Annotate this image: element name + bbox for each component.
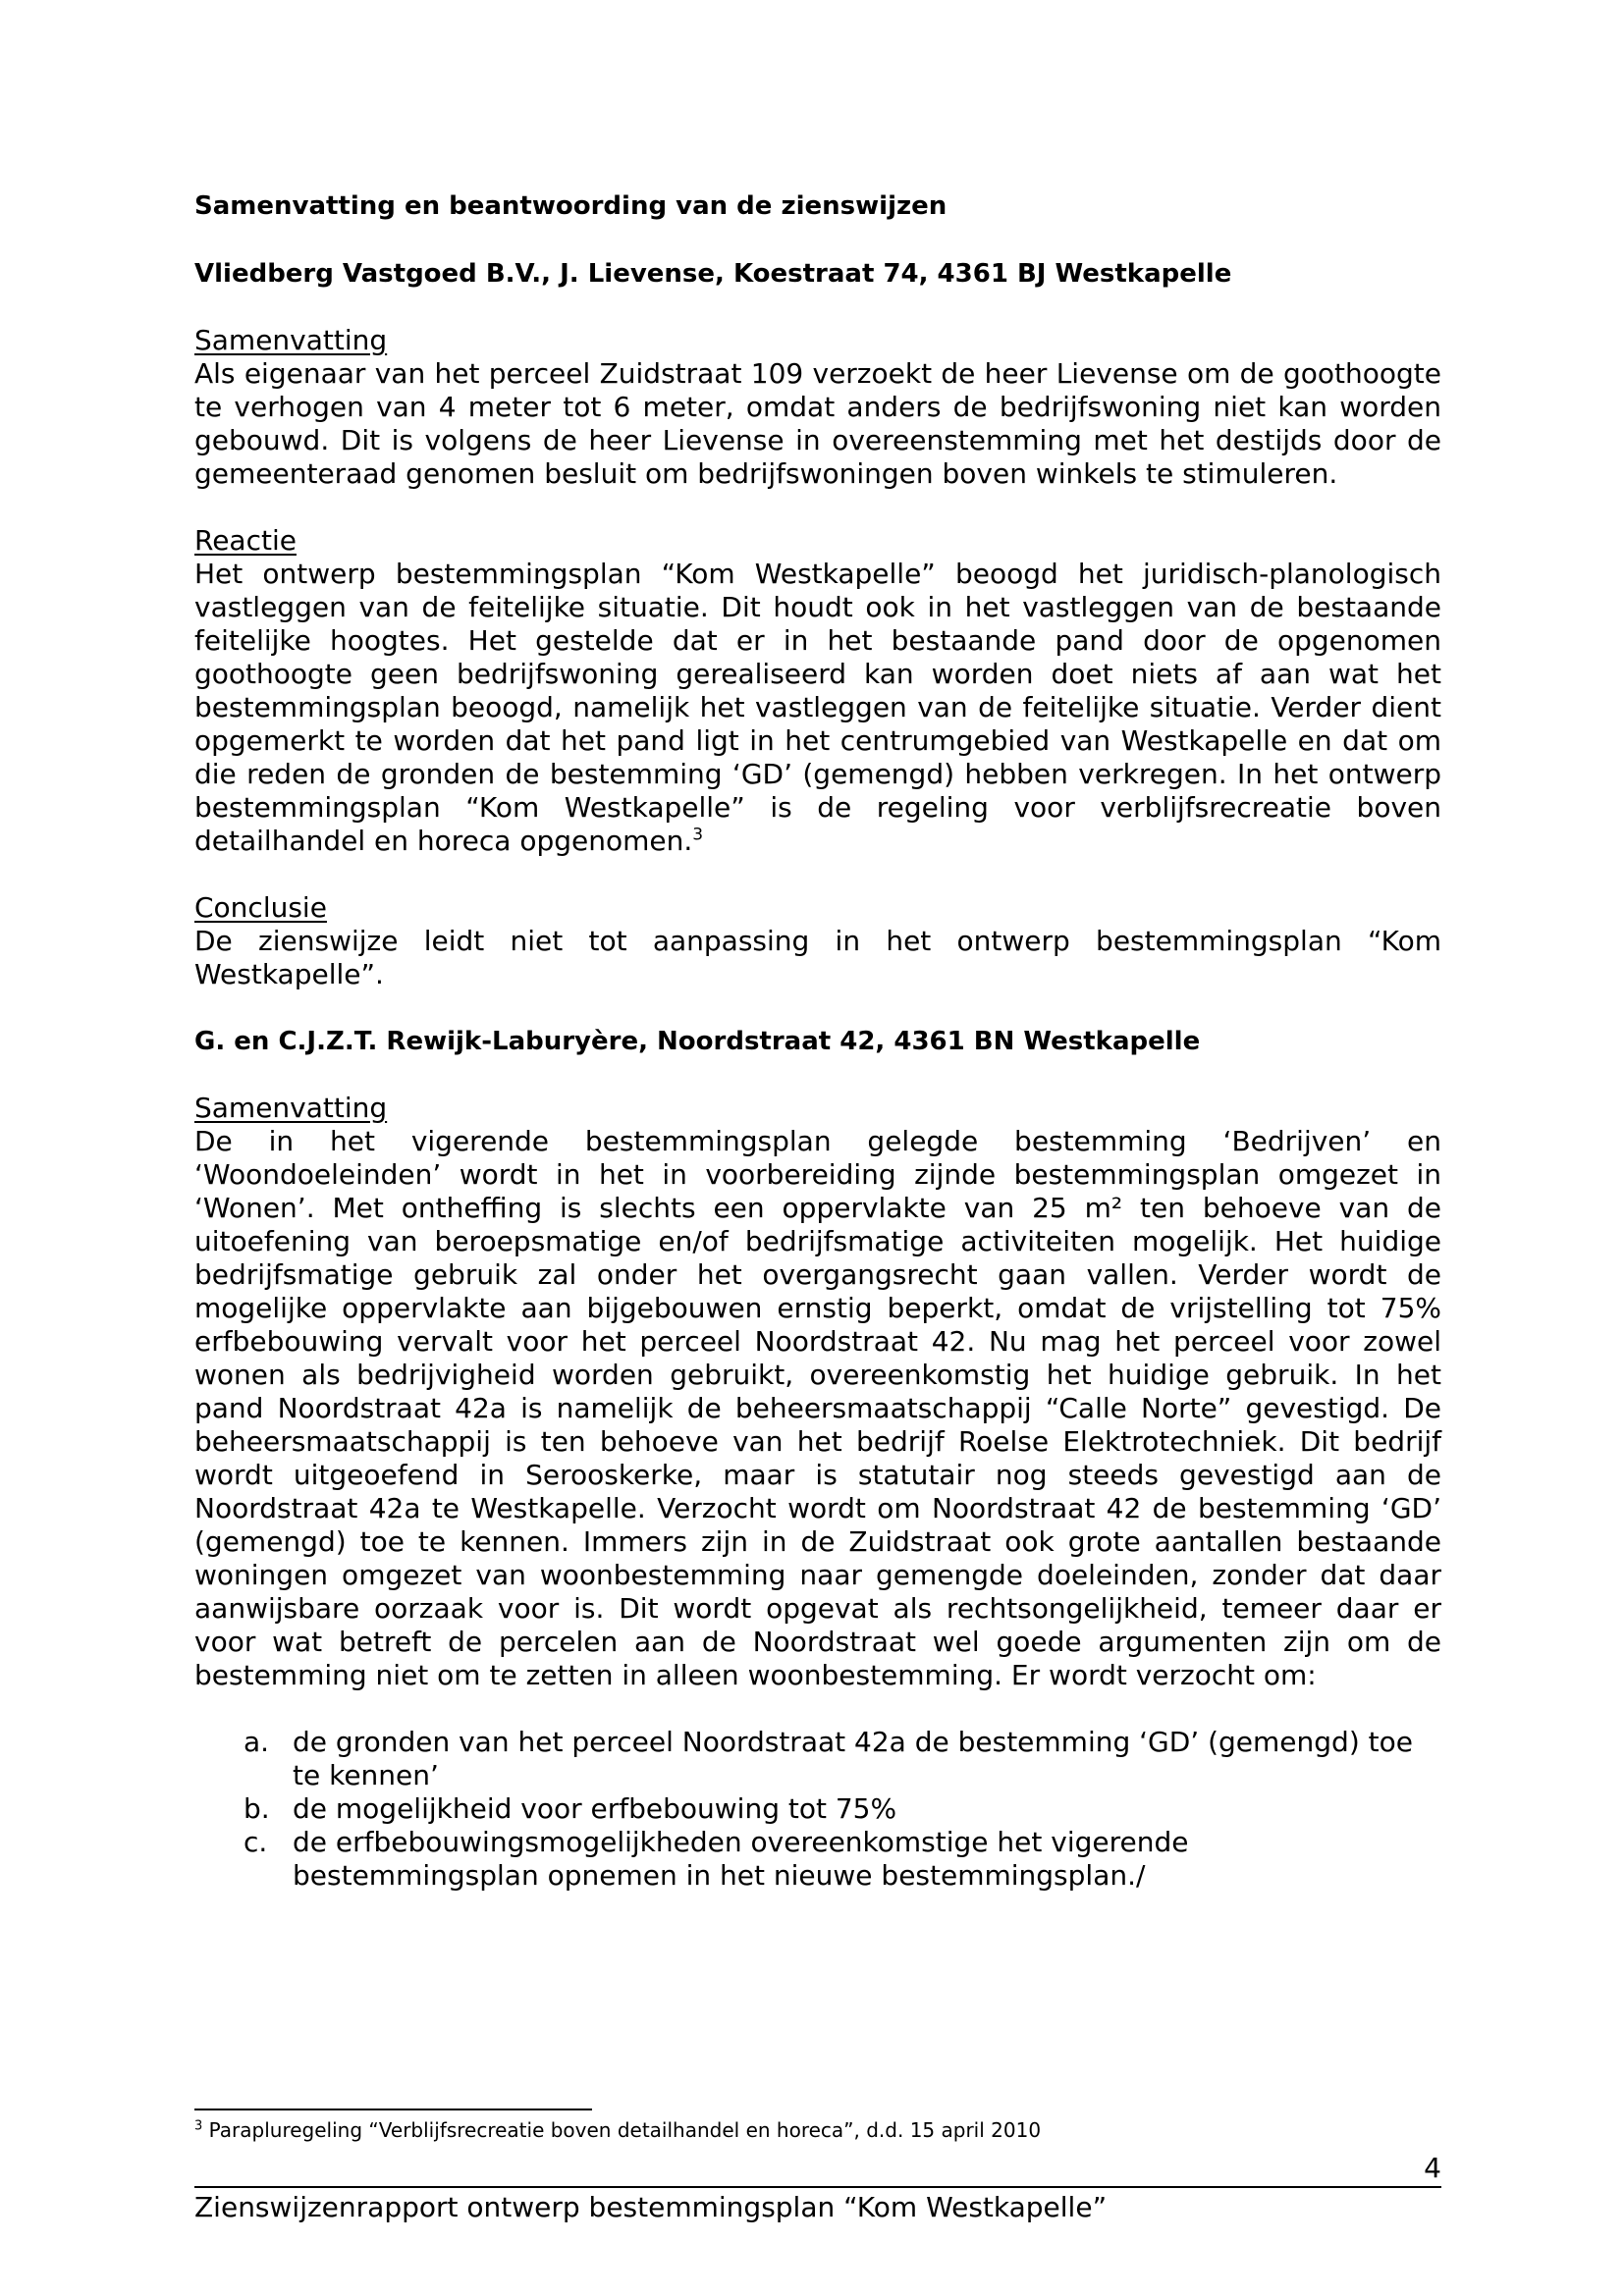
list-item-text: de mogelijkheid voor erfbebouwing tot 75% — [293, 1792, 897, 1825]
text-line: wonen als bedrijvigheid worden gebruikt, overeenkomstig het huidige gebruik. In het — [194, 1359, 1441, 1391]
footnote-number: 3 — [194, 2118, 203, 2134]
list-item — [194, 1726, 1441, 1792]
text-line: bestemming niet om te zetten in alleen woonbestemming. Er wordt verzocht om: — [194, 1659, 1317, 1691]
text-line: beheersmaatschappij is ten behoeve van het bedrijf Roelse Elektrotechniek. Dit bedrijf — [194, 1425, 1441, 1458]
text-line: aanwijsbare oorzaak voor is. Dit wordt opgevat als rechtsongelijkheid, temeer daar er — [194, 1592, 1441, 1625]
text-line — [194, 825, 1441, 858]
list-marker: a. — [244, 1726, 270, 1758]
page-number: 4 — [1424, 2152, 1441, 2184]
text-line-content: detailhandel en horeca opgenomen. — [194, 825, 693, 857]
text-line: pand Noordstraat 42a is namelijk de beheersmaatschappij “Calle Norte” gevestigd. De — [194, 1392, 1441, 1424]
text-line: die reden de gronden de bestemming ‘GD’ (gemengd) hebben verkregen. In het ontwerp — [194, 758, 1441, 790]
conclusie-paragraph — [194, 925, 1441, 991]
text-line: Als eigenaar van het perceel Zuidstraat 109 verzoekt de heer Lievense om de goothoogte — [194, 357, 1441, 390]
section-heading-rewijk: G. en C.J.Z.T. Rewijk-Laburyère, Noordstraat 42, 4361 BN Westkapelle — [194, 1027, 1201, 1056]
list-item — [194, 1792, 1441, 1826]
list-marker: b. — [244, 1792, 270, 1825]
text-line: opgemerkt te worden dat het pand ligt in het centrumgebied van Westkapelle en dat om — [194, 724, 1441, 757]
text-line: mogelijke oppervlakte aan bijgebouwen ernstig beperkt, omdat de vrijstelling tot 75% — [194, 1292, 1441, 1324]
text-line: goothoogte geen bedrijfswoning gerealiseerd kan worden doet niets af aan wat het — [194, 658, 1441, 690]
text-line: gemeenteraad genomen besluit om bedrijfswoningen boven winkels te stimuleren. — [194, 457, 1338, 490]
samenvatting-paragraph — [194, 1125, 1441, 1692]
text-line: woningen omgezet van woonbestemming naar gemengde doeleinden, zonder dat daar — [194, 1559, 1441, 1591]
text-line: voor wat betreft de percelen aan de Noordstraat wel goede argumenten zijn om de — [194, 1626, 1441, 1658]
text-line: feitelijke hoogtes. Het gestelde dat er in het bestaande pand door de opgenomen — [194, 624, 1441, 657]
text-line: wordt uitgeoefend in Serooskerke, maar is statutair nog steeds gevestigd aan de — [194, 1459, 1441, 1491]
text-line: Het ontwerp bestemmingsplan “Kom Westkapelle” beoogd het juridisch-planologisch — [194, 558, 1441, 590]
text-line: (gemengd) toe te kennen. Immers zijn in de Zuidstraat ook grote aantallen bestaande — [194, 1525, 1441, 1558]
subheading-samenvatting: Samenvatting — [194, 324, 388, 356]
footnote-separator — [194, 2109, 592, 2110]
request-list — [194, 1726, 1441, 1893]
footer-text: Zienswijzenrapport ontwerp bestemmingsplan “Kom Westkapelle” — [194, 2191, 1108, 2223]
text-line: bestemmingsplan beoogd, namelijk het vastleggen van de feitelijke situatie. Verder dient — [194, 691, 1441, 723]
list-item-text: de erfbebouwingsmogelijkheden overeenkomstige het vigerende bestemmingsplan opnemen in het nieuwe bestemmingsplan./ — [293, 1826, 1189, 1892]
footnote-text: Parapluregeling “Verblijfsrecreatie boven detailhandel en horeca”, d.d. 15 april 2010 — [208, 2118, 1042, 2142]
text-line: ‘Wonen’. Met ontheffing is slechts een oppervlakte van 25 m² ten behoeve van de — [194, 1192, 1441, 1224]
list-marker: c. — [244, 1826, 268, 1858]
list-item — [194, 1826, 1441, 1893]
text-line: vastleggen van de feitelijke situatie. Dit houdt ook in het vastleggen van de bestaande — [194, 591, 1441, 623]
text-line: bedrijfsmatige gebruik zal onder het overgangsrecht gaan vallen. Verder wordt de — [194, 1258, 1441, 1291]
subheading-samenvatting: Samenvatting — [194, 1092, 388, 1124]
samenvatting-paragraph — [194, 357, 1441, 491]
subheading-reactie: Reactie — [194, 524, 297, 557]
text-line: uitoefening van beroepsmatige en/of bedrijfsmatige activiteiten mogelijk. Het huidige — [194, 1225, 1441, 1257]
text-line: De in het vigerende bestemmingsplan gelegde bestemming ‘Bedrijven’ en — [194, 1125, 1441, 1157]
text-line: te verhogen van 4 meter tot 6 meter, omdat anders de bedrijfswoning niet kan worden — [194, 391, 1441, 423]
page-title: Samenvatting en beantwoording van de zienswijzen — [194, 191, 947, 221]
footnote — [194, 2116, 1041, 2144]
text-line: De zienswijze leidt niet tot aanpassing in het ontwerp bestemmingsplan “Kom — [194, 925, 1441, 957]
subheading-conclusie: Conclusie — [194, 891, 327, 924]
section-heading-lievense: Vliedberg Vastgoed B.V., J. Lievense, Koestraat 74, 4361 BJ Westkapelle — [194, 259, 1232, 289]
text-line: ‘Woondoeleinden’ wordt in het in voorbereiding zijnde bestemmingsplan omgezet in — [194, 1158, 1441, 1191]
text-line: gebouwd. Dit is volgens de heer Lievense in overeenstemming met het destijds door de — [194, 424, 1441, 456]
text-line: Westkapelle”. — [194, 958, 384, 990]
list-item-text: de gronden van het perceel Noordstraat 42a de bestemming ‘GD’ (gemengd) toe te kennen’ — [293, 1726, 1413, 1791]
text-line: erfbebouwing vervalt voor het perceel Noordstraat 42. Nu mag het perceel voor zowel — [194, 1325, 1441, 1358]
text-line: bestemmingsplan “Kom Westkapelle” is de regeling voor verblijfsrecreatie boven — [194, 791, 1441, 824]
footnote-reference: 3 — [692, 825, 704, 845]
footer-rule — [194, 2186, 1441, 2188]
reactie-paragraph — [194, 558, 1441, 858]
text-line: Noordstraat 42a te Westkapelle. Verzocht wordt om Noordstraat 42 de bestemming ‘GD’ — [194, 1492, 1441, 1524]
